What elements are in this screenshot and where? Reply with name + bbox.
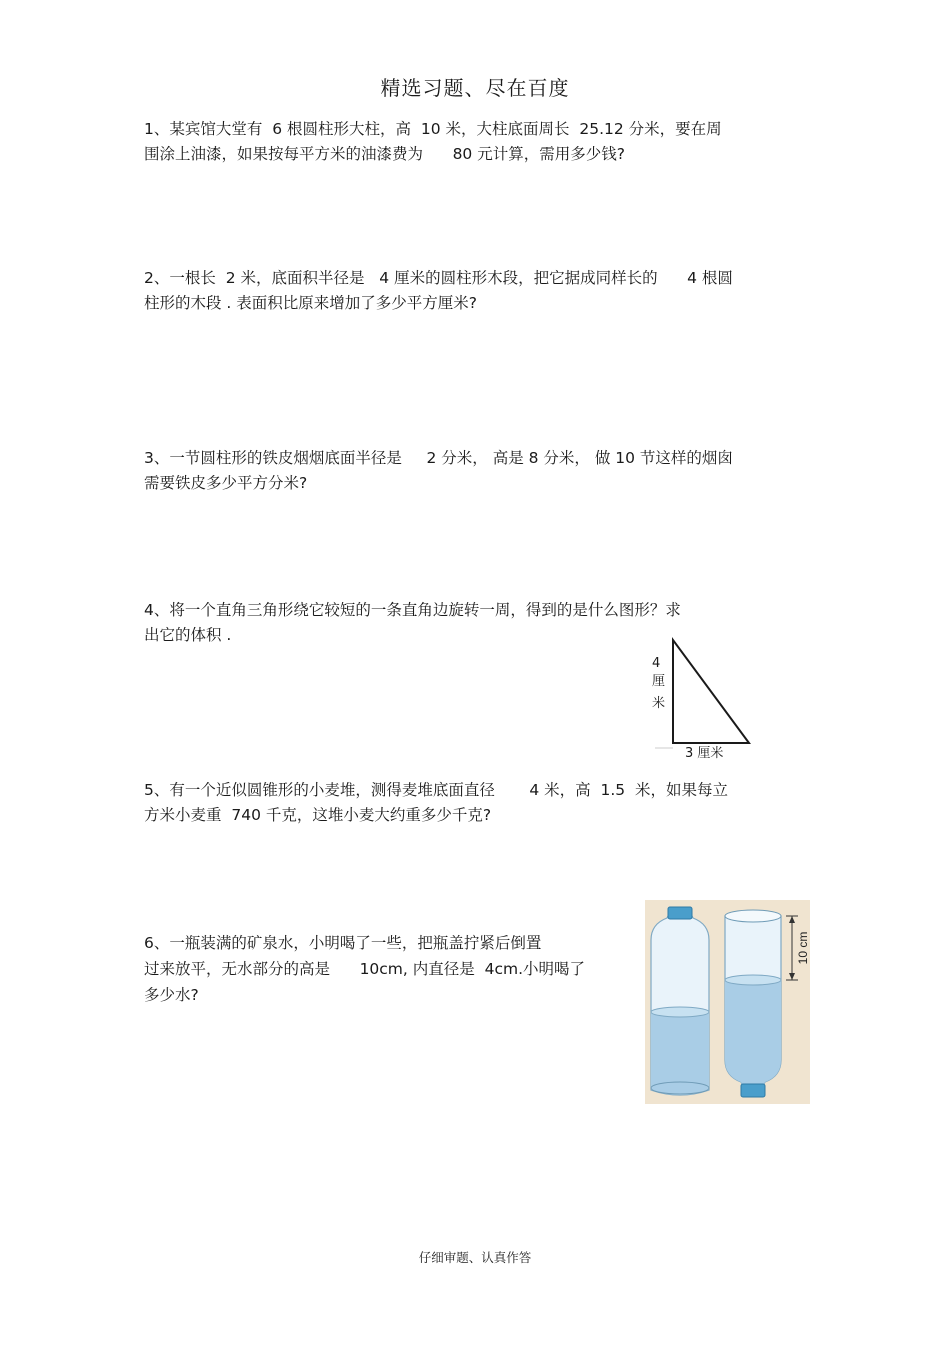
inverted-bottle-water — [725, 980, 781, 1086]
bottles-illustration — [645, 900, 810, 1104]
question-2-line-1: 2、一根长 2 米，底面积半径是 4 厘米的圆柱形木段，把它据成同样长的 4 根圆 — [144, 269, 733, 287]
triangle-height-label-num: 4 — [652, 656, 661, 671]
question-4-line-2: 出它的体积 . — [144, 626, 232, 644]
question-5-line-2: 方米小麦重 740 千克，这堆小麦大约重多少千克? — [144, 806, 492, 824]
inverted-bottle — [725, 910, 781, 1097]
triangle-shape — [673, 640, 749, 743]
question-1-line-2: 围涂上油漆，如果按每平方米的油漆费为 80 元计算，需用多少钱? — [144, 145, 625, 163]
triangle-base-label: 3 厘米 — [685, 746, 724, 761]
upright-bottle — [651, 907, 709, 1095]
page-title: 精选习题、尽在百度 — [380, 76, 570, 100]
upright-bottle-water — [651, 1012, 709, 1095]
question-6-line-2: 过来放平，无水部分的高是 10cm, 内直径是 4cm.小明喝了 — [144, 960, 586, 978]
inverted-bottle-top — [725, 910, 781, 922]
question-4-line-1: 4、将一个直角三角形绕它较短的一条直角边旋转一周，得到的是什么图形？求 — [144, 601, 681, 619]
triangle-height-label-char2: 米 — [652, 696, 666, 711]
triangle-height-label-char1: 厘 — [652, 674, 666, 689]
right-triangle-figure — [645, 632, 765, 767]
question-3-line-1: 3、一节圆柱形的铁皮烟烟底面半径是 2 分米， 高是 8 分米， 做 10 节这样的烟囱 — [144, 449, 733, 467]
question-1-line-1: 1、某宾馆大堂有 6 根圆柱形大柱，高 10 米，大柱底面周长 25.12 分米，要在周 — [144, 120, 722, 138]
question-2-line-2: 柱形的木段 . 表面积比原来增加了多少平方厘米? — [144, 294, 478, 312]
inverted-bottle-water-surface — [725, 975, 781, 985]
upright-bottle-water-surface — [651, 1007, 709, 1017]
question-3-line-2: 需要铁皮多少平方分米? — [144, 474, 308, 492]
question-6-line-3: 多少水? — [144, 986, 199, 1004]
inverted-bottle-cap — [741, 1084, 765, 1097]
page-footer: 仔细审题、认真作答 — [418, 1250, 532, 1265]
question-5-line-1: 5、有一个近似圆锥形的小麦堆，测得麦堆底面直径 4 米，高 1.5 米，如果每立 — [144, 781, 728, 799]
bottles-figure — [645, 900, 810, 1104]
dimension-label: 10 cm — [796, 931, 810, 965]
question-6-line-1: 6、一瓶装满的矿泉水，小明喝了一些，把瓶盖拧紧后倒置 — [144, 934, 542, 952]
upright-bottle-cap — [668, 907, 692, 919]
